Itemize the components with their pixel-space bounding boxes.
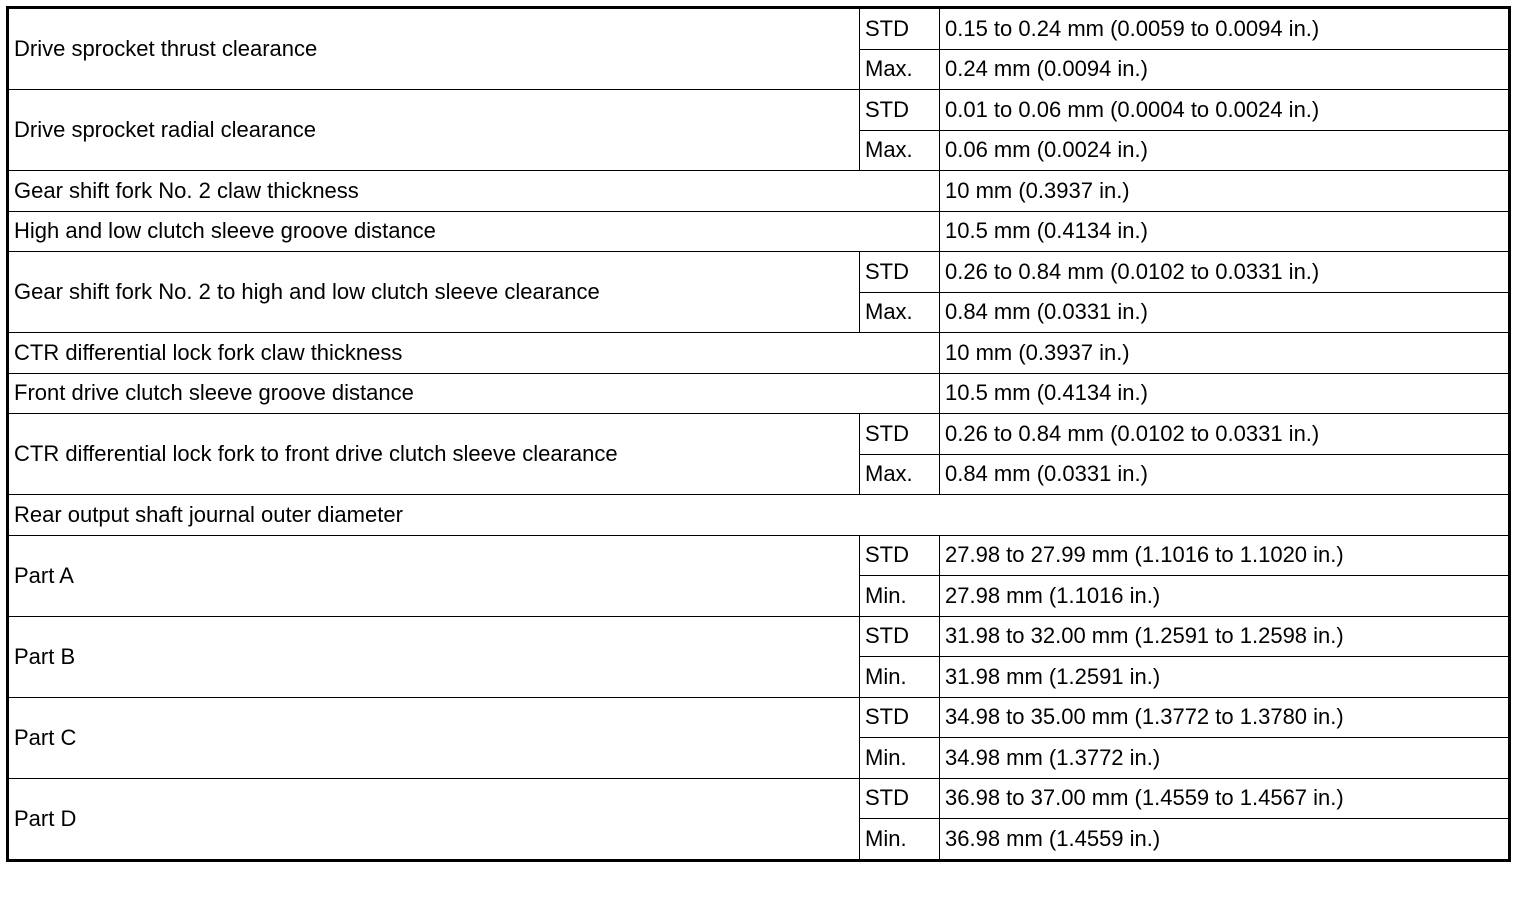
item-name-cell: Part A [8,535,860,616]
table-row [8,8,1510,50]
table-row [8,333,1510,374]
spec-label-cell: STD [860,535,940,576]
spec-label-cell: Max. [860,49,940,90]
table-row [8,252,1510,293]
spec-value-cell: 10.5 mm (0.4134 in.) [940,211,1510,252]
spec-value-cell: 34.98 to 35.00 mm (1.3772 to 1.3780 in.) [940,697,1510,738]
spec-value-cell: 0.26 to 0.84 mm (0.0102 to 0.0331 in.) [940,252,1510,293]
table-row [8,414,1510,455]
spec-label-cell: Min. [860,576,940,617]
spec-label-cell: STD [860,697,940,738]
section-heading-cell: Rear output shaft journal outer diameter [8,495,1510,536]
spec-label-cell: Max. [860,292,940,333]
item-name-cell: Part D [8,778,860,860]
table-row [8,616,1510,657]
spec-value-cell: 31.98 to 32.00 mm (1.2591 to 1.2598 in.) [940,616,1510,657]
item-name-cell: Gear shift fork No. 2 claw thickness [8,171,940,212]
spec-value-cell: 36.98 to 37.00 mm (1.4559 to 1.4567 in.) [940,778,1510,819]
item-name-cell: Gear shift fork No. 2 to high and low clutch sleeve clearance [8,252,860,333]
table-row [8,697,1510,738]
item-name-cell: Part C [8,697,860,778]
spec-label-cell: STD [860,90,940,131]
table-row [8,211,1510,252]
spec-label-cell: STD [860,616,940,657]
table-row [8,90,1510,131]
spec-label-cell: Min. [860,738,940,779]
item-name-cell: CTR differential lock fork to front drive clutch sleeve clearance [8,414,860,495]
spec-value-cell: 27.98 mm (1.1016 in.) [940,576,1510,617]
table-row [8,495,1510,536]
table-row [8,373,1510,414]
spec-value-cell: 0.24 mm (0.0094 in.) [940,49,1510,90]
spec-value-cell: 0.15 to 0.24 mm (0.0059 to 0.0094 in.) [940,8,1510,50]
spec-value-cell: 10.5 mm (0.4134 in.) [940,373,1510,414]
spec-label-cell: Min. [860,657,940,698]
spec-value-cell: 0.84 mm (0.0331 in.) [940,454,1510,495]
spec-value-cell: 0.26 to 0.84 mm (0.0102 to 0.0331 in.) [940,414,1510,455]
spec-label-cell: STD [860,778,940,819]
spec-value-cell: 10 mm (0.3937 in.) [940,333,1510,374]
spec-value-cell: 36.98 mm (1.4559 in.) [940,819,1510,861]
table-row [8,171,1510,212]
spec-value-cell: 31.98 mm (1.2591 in.) [940,657,1510,698]
table-row [8,535,1510,576]
spec-label-cell: STD [860,8,940,50]
spec-label-cell: Min. [860,819,940,861]
specification-table-body [8,8,1510,861]
spec-value-cell: 10 mm (0.3937 in.) [940,171,1510,212]
spec-value-cell: 34.98 mm (1.3772 in.) [940,738,1510,779]
item-name-cell: Front drive clutch sleeve groove distance [8,373,940,414]
item-name-cell: High and low clutch sleeve groove distance [8,211,940,252]
spec-value-cell: 0.01 to 0.06 mm (0.0004 to 0.0024 in.) [940,90,1510,131]
spec-label-cell: Max. [860,130,940,171]
specification-table [6,6,1511,862]
item-name-cell: Drive sprocket radial clearance [8,90,860,171]
spec-value-cell: 0.06 mm (0.0024 in.) [940,130,1510,171]
item-name-cell: CTR differential lock fork claw thickness [8,333,940,374]
spec-label-cell: STD [860,414,940,455]
item-name-cell: Part B [8,616,860,697]
item-name-cell: Drive sprocket thrust clearance [8,8,860,90]
spec-value-cell: 27.98 to 27.99 mm (1.1016 to 1.1020 in.) [940,535,1510,576]
table-row [8,778,1510,819]
spec-value-cell: 0.84 mm (0.0331 in.) [940,292,1510,333]
spec-label-cell: Max. [860,454,940,495]
spec-label-cell: STD [860,252,940,293]
